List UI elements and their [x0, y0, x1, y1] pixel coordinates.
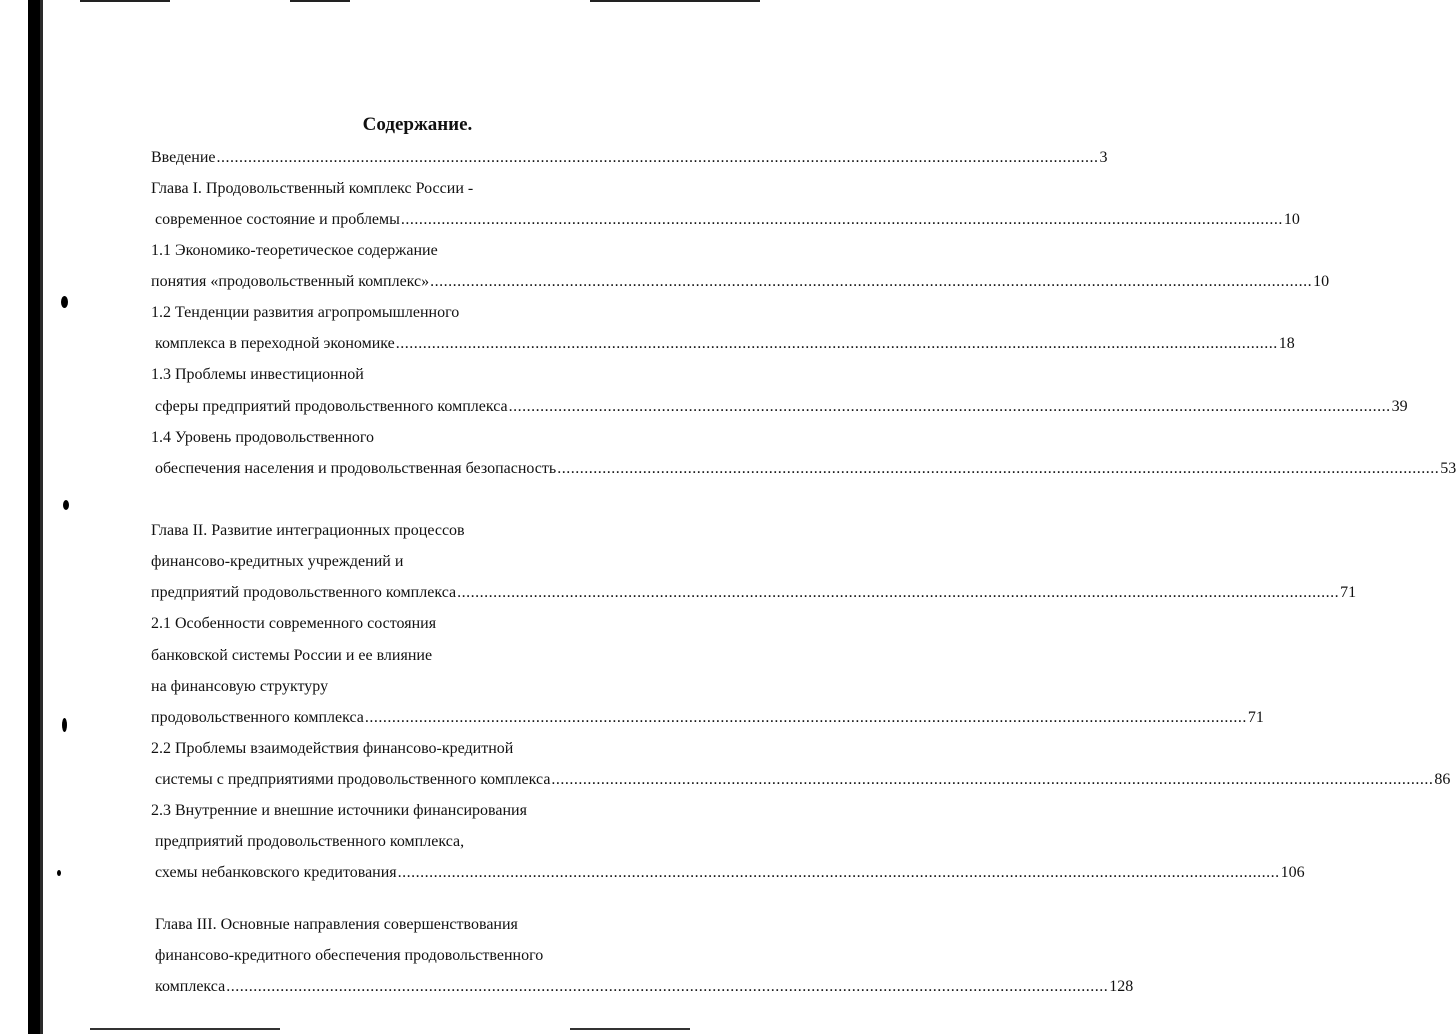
toc-entry-text: 1.4 Уровень продовольственного — [151, 429, 375, 446]
toc-leader: .................................................................................................................................................................................................... — [216, 149, 1099, 166]
scan-top-line — [590, 0, 760, 2]
toc-entry-text: банковской системы России и ее влияние — [151, 647, 433, 664]
scan-edge-line — [40, 0, 43, 1034]
toc-entry-text: системы с предприятиями продовольственного комплекса — [155, 771, 551, 788]
toc-entry-page: 10 — [1313, 273, 1330, 290]
scan-bottom-line — [90, 1028, 280, 1030]
toc-entry — [151, 365, 364, 385]
toc-entry — [151, 646, 432, 666]
scan-top-line — [290, 0, 350, 2]
toc-leader: .................................................................................................................................................................................................... — [395, 335, 1278, 352]
toc-entry — [151, 801, 527, 821]
toc-entry — [151, 272, 1330, 292]
toc-entry — [155, 946, 543, 966]
toc-entry-page: 71 — [1340, 584, 1357, 601]
toc-entry-page: 3 — [1099, 149, 1108, 166]
toc-entry-text: обеспечения населения и продовольственная безопасность — [155, 460, 557, 477]
toc-entry — [151, 428, 374, 448]
toc-entry-text: 1.3 Проблемы инвестиционной — [151, 366, 364, 383]
toc-entry — [151, 552, 403, 572]
toc-entry — [155, 977, 1134, 997]
toc-leader: .................................................................................................................................................................................................... — [397, 864, 1280, 881]
toc-entry-text: современное состояние и проблемы — [155, 211, 400, 228]
toc-leader: .................................................................................................................................................................................................... — [557, 460, 1440, 477]
toc-entry-page: 86 — [1434, 771, 1451, 788]
toc-entry-text: финансово-кредитного обеспечения продовольственного — [155, 947, 544, 964]
toc-entry-page: 71 — [1247, 709, 1264, 726]
toc-entry-text: Введение — [151, 149, 216, 166]
toc-entry — [151, 739, 513, 759]
toc-entry-text: комплекса в переходной экономике — [155, 335, 395, 352]
toc-entry-text: предприятий продовольственного комплекса — [151, 584, 457, 601]
toc-entry — [155, 832, 464, 852]
toc-entry — [151, 521, 465, 541]
toc-entry-text: 2.1 Особенности современного состояния — [151, 615, 437, 632]
toc-entry-page: 106 — [1280, 864, 1305, 881]
toc-entry-text: финансово-кредитных учреждений и — [151, 553, 404, 570]
toc-leader: .................................................................................................................................................................................................... — [430, 273, 1313, 290]
toc-entry-page: 128 — [1109, 978, 1134, 995]
toc-entry — [155, 863, 1305, 883]
toc-entry-page: 10 — [1283, 211, 1300, 228]
toc-entry-text: сферы предприятий продовольственного комплекса — [155, 398, 508, 415]
toc-entry — [155, 770, 1451, 790]
toc-leader: .................................................................................................................................................................................................... — [364, 709, 1247, 726]
toc-entry — [155, 397, 1408, 417]
toc-entry — [155, 915, 518, 935]
toc-entry-page: 18 — [1278, 335, 1295, 352]
toc-leader: .................................................................................................................................................................................................... — [226, 978, 1109, 995]
toc-leader: .................................................................................................................................................................................................... — [508, 398, 1391, 415]
toc-entry-text: 2.3 Внутренние и внешние источники финансирования — [151, 802, 527, 819]
toc-leader: .................................................................................................................................................................................................... — [457, 584, 1340, 601]
toc-entry — [151, 583, 1357, 603]
toc-entry — [151, 303, 459, 323]
toc-entry — [155, 459, 1456, 479]
toc-entry-text: Глава I. Продовольственный комплекс России - — [151, 180, 474, 197]
toc-entry-text: 2.2 Проблемы взаимодействия финансово-кредитной — [151, 740, 514, 757]
scan-specks — [55, 0, 75, 1034]
toc-entry-page: 39 — [1391, 398, 1408, 415]
toc-entry — [151, 241, 438, 261]
scan-bottom-line — [570, 1028, 690, 1030]
toc-leader: .................................................................................................................................................................................................... — [551, 771, 1434, 788]
toc-entry-text: Глава II. Развитие интеграционных процессов — [151, 522, 465, 539]
page-title: Содержание. — [362, 114, 473, 135]
toc-entry-text: на финансовую структуру — [151, 678, 329, 695]
toc-entry-text: предприятий продовольственного комплекса, — [155, 833, 465, 850]
toc-entry-text: Глава III. Основные направления совершенствования — [155, 916, 518, 933]
toc-entry — [151, 179, 473, 199]
toc-entry-text: понятия «продовольственный комплекс» — [151, 273, 430, 290]
toc-entry — [151, 677, 328, 697]
toc-entry — [151, 614, 436, 634]
toc-entry — [155, 210, 1300, 230]
toc-leader: .................................................................................................................................................................................................... — [400, 211, 1283, 228]
toc-entry-page: 53 — [1440, 460, 1456, 477]
toc-entry-text: продовольственного комплекса — [151, 709, 364, 726]
scan-top-line — [80, 0, 170, 2]
toc-entry-text: 1.1 Экономико-теоретическое содержание — [151, 242, 438, 259]
toc-entry — [155, 334, 1295, 354]
toc-entry-text: 1.2 Тенденции развития агропромышленного — [151, 304, 460, 321]
toc-entry-text: схемы небанковского кредитования — [155, 864, 397, 881]
toc-entry — [151, 708, 1264, 728]
toc-entry — [151, 148, 1108, 168]
toc-entry-text: комплекса — [155, 978, 226, 995]
